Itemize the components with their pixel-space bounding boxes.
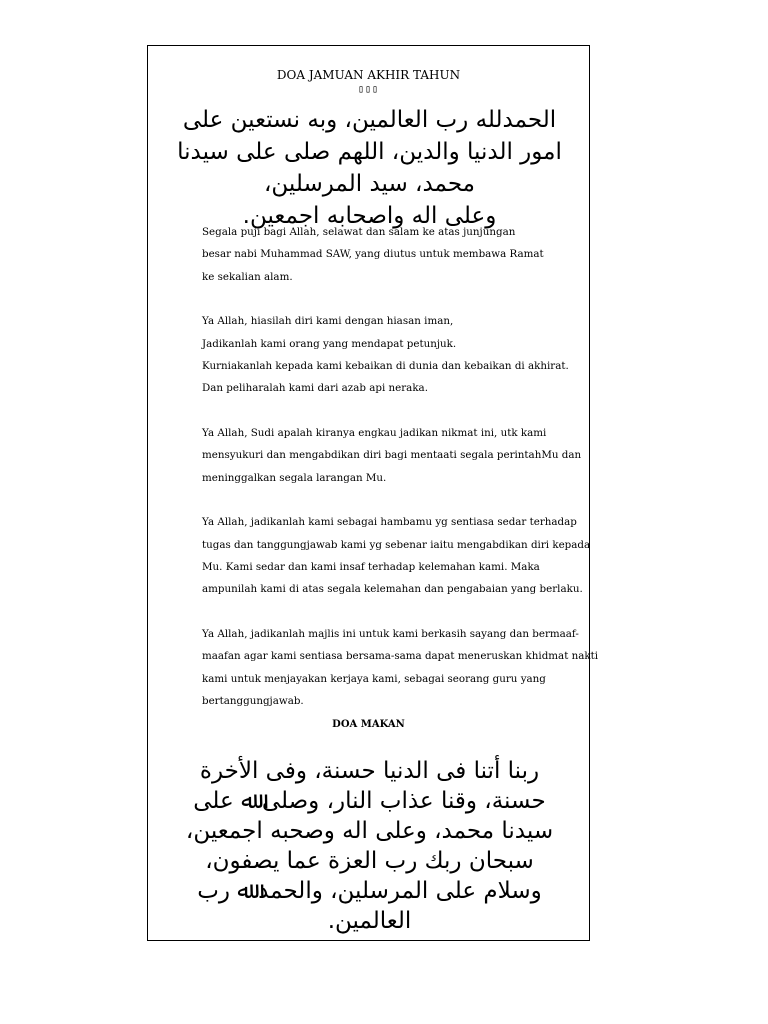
paragraph bbox=[202, 221, 582, 288]
doa-makan-heading: DOA MAKAN bbox=[332, 719, 405, 730]
text-line: besar nabi Muhammad SAW, yang diutus untuk membawa Ramat bbox=[202, 248, 544, 261]
text-line: Ya Allah, jadikanlah majlis ini untuk kami berkasih sayang dan bermaaf- bbox=[202, 628, 579, 641]
text-line: mensyukuri dan mengabdikan diri bagi mentaati segala perintahMu dan bbox=[202, 449, 582, 462]
arabic-opening-prayer bbox=[158, 104, 581, 232]
arabic-line: العالمين. bbox=[327, 908, 412, 934]
text-line: Ya Allah, hiasilah diri kami dengan hiasan iman, bbox=[202, 315, 454, 328]
paragraph bbox=[202, 623, 599, 712]
text-line: meninggalkan segala larangan Mu. bbox=[202, 471, 387, 484]
text-line: tugas dan tanggungjawab kami yg sebenar iaitu mengabdikan diri kepada bbox=[202, 538, 591, 551]
text-line: Ya Allah, jadikanlah kami sebagai hambamu yg sentiasa sedar terhadap bbox=[202, 516, 577, 529]
paragraph bbox=[202, 511, 591, 600]
text-line: Segala puji bagi Allah, selawat dan salam ke atas junjungan bbox=[202, 226, 516, 238]
paragraph bbox=[202, 422, 582, 489]
arabic-meal-prayer bbox=[158, 756, 581, 936]
document-title: DOA JAMUAN AKHIR TAHUN bbox=[276, 68, 461, 82]
paragraph bbox=[202, 310, 582, 399]
arabic-line: الحمدلله رب العالمين، وبه نستعين على bbox=[182, 107, 557, 133]
text-line: ke sekalian alam. bbox=[202, 270, 293, 283]
text-line: maafan agar kami sentiasa bersama-sama dapat meneruskan khidmat nakti bbox=[202, 650, 599, 663]
arabic-line: وعلى اله واصحابه اجمعين. bbox=[242, 203, 497, 229]
arabic-line: سيدنا محمد، وعلى اله وصحبه اجمعين، bbox=[185, 818, 554, 844]
document-page bbox=[147, 45, 599, 941]
text-line: ampunilah kami di atas segala kelemahan dan pengabaian yang berlaku. bbox=[202, 583, 583, 596]
text-line: Mu. Kami sedar dan kami insaf terhadap kelemahan kami. Maka bbox=[202, 561, 540, 574]
prayer-body bbox=[202, 221, 599, 735]
text-line: Ya Allah, Sudi apalah kiranya engkau jadikan nikmat ini, utk kami bbox=[202, 427, 547, 440]
title-glyphs: ▯▯▯ bbox=[357, 84, 380, 95]
text-line: kami untuk menjayakan kerjaya kami, sebagai seorang guru yang bbox=[202, 672, 546, 685]
text-line: bertanggungjawab. bbox=[202, 695, 304, 708]
arabic-line: ربنا أتنا فى الدنيا حسنة، وفى الأخرة bbox=[199, 758, 540, 784]
arabic-line: حسنة، وقنا عذاب النار، وصلى ﷲ على bbox=[193, 788, 546, 814]
arabic-line: وسلام على المرسلين، والحمد ﷲ رب bbox=[197, 878, 542, 904]
text-line: Kurniakanlah kepada kami kebaikan di dunia dan kebaikan di akhirat. bbox=[202, 359, 569, 372]
arabic-line: محمد، سيد المرسلين، bbox=[263, 171, 475, 197]
arabic-line: امور الدنيا والدين، اللهم صلى على سيدنا bbox=[177, 139, 562, 165]
arabic-line: سبحان ربك رب العزة عما يصفون، bbox=[205, 848, 534, 874]
text-line: Jadikanlah kami orang yang mendapat petunjuk. bbox=[202, 337, 457, 350]
text-line: Dan peliharalah kami dari azab api neraka. bbox=[202, 382, 428, 395]
